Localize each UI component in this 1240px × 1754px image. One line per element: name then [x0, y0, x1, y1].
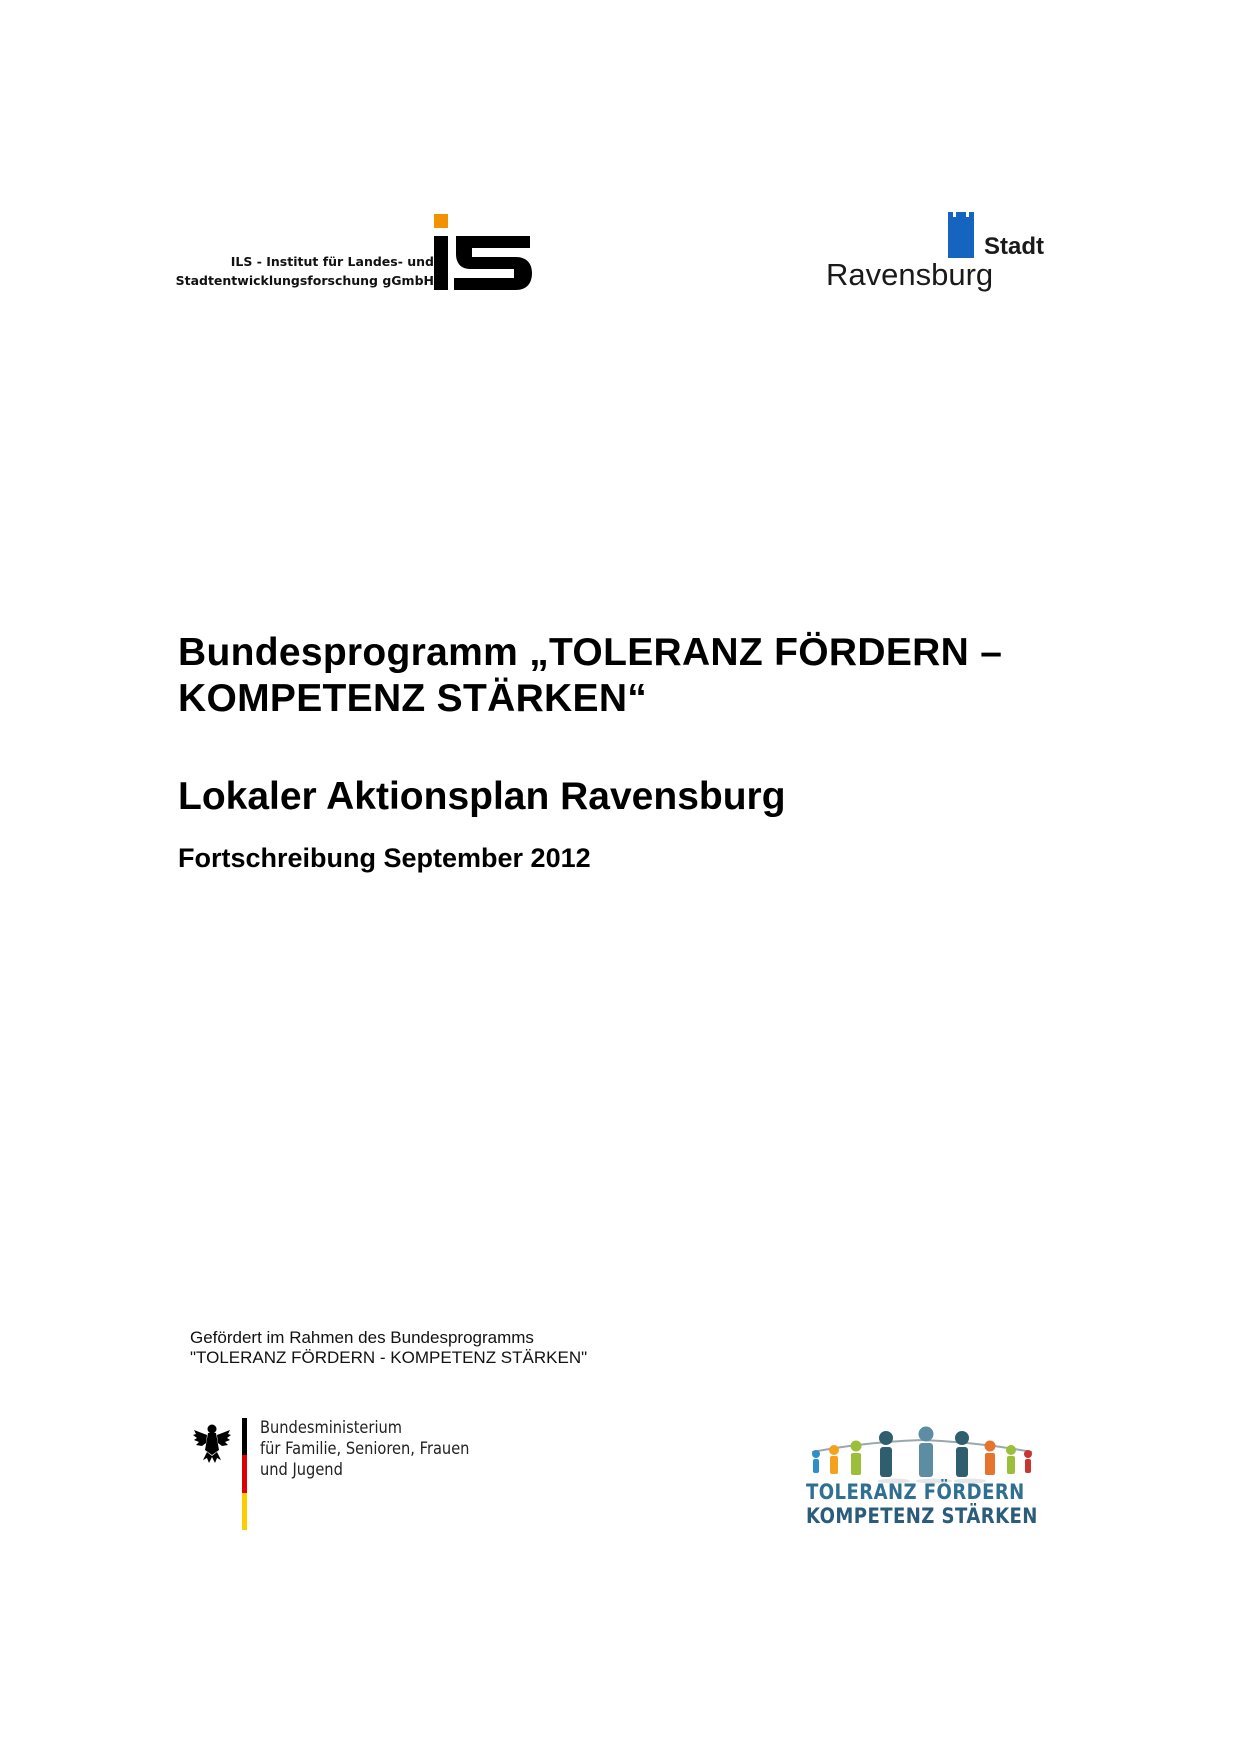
city-logo-stadt: Stadt	[984, 233, 1044, 260]
ministry-name-line1: Bundesministerium	[260, 1418, 403, 1438]
tower-icon	[948, 212, 974, 258]
ils-logo-text-line1: ILS - Institut für Landes- und	[230, 254, 434, 269]
ministry-name-line3: und Jugend	[260, 1460, 343, 1480]
german-flag-bar	[242, 1418, 247, 1530]
document-title	[178, 630, 1078, 722]
title-line-2: KOMPETENZ STÄRKEN“	[178, 677, 648, 720]
city-logo-name: Ravensburg	[826, 257, 994, 292]
ils-logo-text	[176, 252, 434, 290]
ministry-name	[260, 1418, 469, 1481]
ils-logo-text-line2: Stadtentwicklungsforschung gGmbH	[175, 273, 434, 288]
program-logo-line2: KOMPETENZ STÄRKEN	[806, 1504, 1038, 1528]
ils-logo-mark	[434, 214, 534, 290]
people-chain-icon	[806, 1424, 1038, 1484]
ministry-name-line2: für Familie, Senioren, Frauen	[260, 1439, 470, 1459]
ils-logo	[175, 214, 534, 290]
city-logo	[826, 212, 1056, 296]
federal-eagle-icon	[192, 1422, 232, 1464]
funding-note-line1: Gefördert im Rahmen des Bundesprogramms	[190, 1328, 534, 1347]
ministry-logo	[192, 1418, 492, 1534]
program-logo-line1: TOLERANZ FÖRDERN	[806, 1480, 1025, 1504]
title-line-1: Bundesprogramm „TOLERANZ FÖRDERN –	[178, 631, 1003, 674]
funding-note	[190, 1328, 587, 1368]
funding-note-line2: "TOLERANZ FÖRDERN - KOMPETENZ STÄRKEN"	[190, 1348, 588, 1367]
document-update-line: Fortschreibung September 2012	[178, 843, 591, 873]
document-subtitle: Lokaler Aktionsplan Ravensburg	[178, 775, 786, 818]
program-logo	[806, 1424, 1046, 1530]
